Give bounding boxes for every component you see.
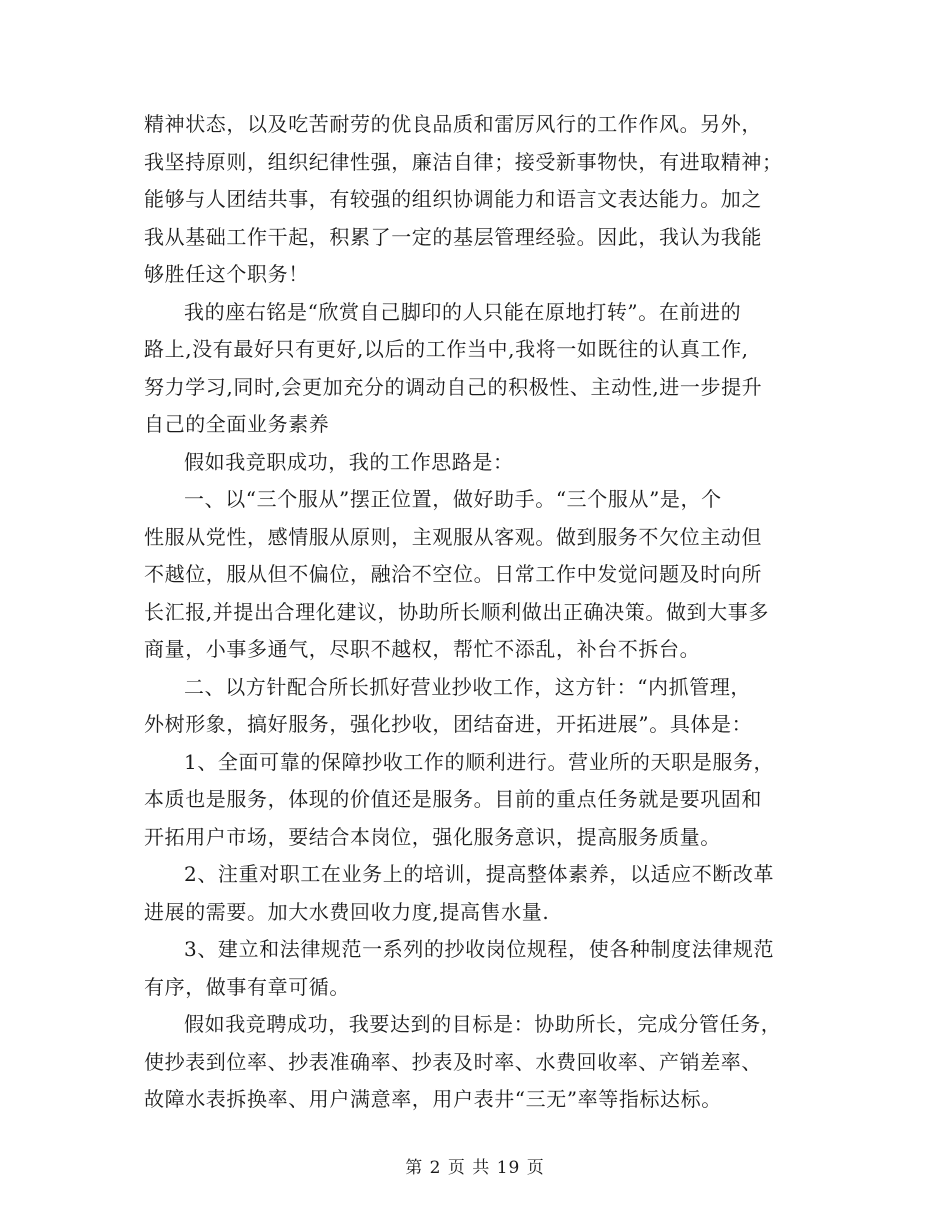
text-line: 我坚持原则，组织纪律性强，廉洁自律；接受新事物快，有进取精神； (144, 149, 783, 174)
text-line: 有序，做事有章可循。 (144, 974, 350, 999)
text-line: 2、注重对职工在业务上的培训，提高整体素养，以适应不断改革 (184, 862, 775, 886)
text-line: 一、以“三个服从”摆正位置，做好助手。“三个服从”是，个 (184, 487, 722, 511)
text-line: 开拓用户市场，要结合本岗位，强化服务意识，提高服务质量。 (144, 824, 721, 849)
text-line: 精神状态，以及吃苦耐劳的优良品质和雷厉风行的工作作风。另外， (144, 112, 762, 136)
page-number-footer: 第 2 页 共 19 页 (405, 1158, 545, 1178)
text-line: 够胜任这个职务！ (144, 262, 309, 286)
text-line: 不越位，服从但不偏位，融洽不空位。日常工作中发觉问题及时向所 (144, 562, 762, 586)
text-line: 性服从党性，感情服从原则，主观服从客观。做到服务不欠位主动但 (144, 524, 762, 549)
text-line: 长汇报,并提出合理化建议，协助所长顺利做出正确决策。做到大事多 (144, 599, 769, 624)
text-line: 3、建立和法律规范一系列的抄收岗位规程，使各种制度法律规范 (184, 937, 775, 961)
text-line: 商量，小事多通气，尽职不越权，帮忙不添乱，补台不拆台。 (144, 637, 701, 661)
text-line: 我的座右铭是“欣赏自己脚印的人只能在原地打转”。在前进的 (184, 299, 742, 324)
text-line: 1、全面可靠的保障抄收工作的顺利进行。营业所的天职是服务， (184, 749, 775, 774)
text-line: 努力学习,同时,会更加充分的调动自己的积极性、主动性,进一步提升 (144, 374, 763, 399)
text-line: 假如我竞聘成功，我要达到的目标是：协助所长，完成分管任务， (184, 1012, 782, 1036)
text-line: 本质也是服务，体现的价值还是服务。目前的重点任务就是要巩固和 (144, 787, 762, 811)
text-line: 外树形象，搞好服务，强化抄收，团结奋进，开拓进展”。具体是： (144, 712, 753, 736)
text-line: 故障水表拆换率、用户满意率，用户表井“三无”率等指标达标。 (144, 1087, 722, 1111)
text-line: 使抄表到位率、抄表准确率、抄表及时率、水费回收率、产销差率、 (144, 1049, 762, 1074)
text-line: 路上,没有最好只有更好,以后的工作当中,我将一如既往的认真工作, (144, 337, 749, 361)
text-line: 假如我竞职成功，我的工作思路是： (184, 449, 514, 474)
text-line: 进展的需要。加大水费回收力度,提高售水量. (144, 899, 550, 924)
document-body (144, 106, 806, 1119)
text-line: 自己的全面业务素养 (144, 412, 330, 436)
text-line: 能够与人团结共事，有较强的组织协调能力和语言文表达能力。加之 (144, 187, 762, 211)
text-line: 二、以方针配合所长抓好营业抄收工作，这方针：“内抓管理， (184, 674, 752, 699)
text-line: 我从基础工作干起，积累了一定的基层管理经验。因此，我认为我能 (144, 224, 762, 249)
